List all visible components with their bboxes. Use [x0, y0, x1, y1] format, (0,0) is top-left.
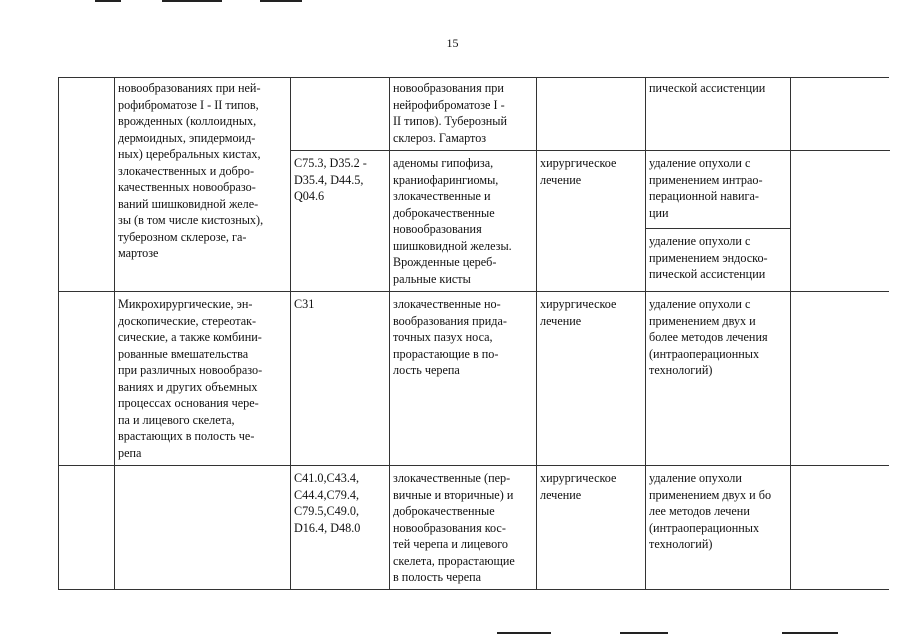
- treatment-type-cell: хирургическое лечение: [540, 156, 617, 187]
- model-cell: злокачественные (пер- вичные и вторичные) и доброкачественные новообразования кос- тей черепа и лицевого скелета, прорастающие в полость черепа: [393, 471, 515, 584]
- treatment-type-cell: хирургическое лечение: [540, 471, 617, 502]
- treatment-type-cell: хирургическое лечение: [540, 297, 617, 328]
- scan-mark: [782, 632, 838, 634]
- method-cell: удаление опухоли с применением интрао- перационной навига- ции: [649, 156, 763, 220]
- method-cell: удаление опухоли с применением эндоско- пической ассистенции: [649, 234, 768, 281]
- scan-mark: [497, 632, 551, 634]
- description-cell: новообразованиях при ней- рофиброматозе I - II типов, врожденных (коллоидных, дермоидных, эпидермоид- ных) церебральных кистах, злокачественных и добро- качественных новообразо- ваний шишковидной желе- зы (в том числе кистозных), туберозном склерозе, га- мартозе: [118, 81, 264, 260]
- scan-mark: [162, 0, 222, 2]
- model-cell: аденомы гипофиза, краниофарингиомы, злокачественные и доброкачественные новообразования шишковидной железы. Врожденные цереб- ральные кисты: [393, 156, 512, 286]
- codes-cell: C41.0,C43.4, C44.4,C79.4, C79.5,C49.0, D16.4, D48.0: [294, 471, 361, 535]
- scan-mark: [95, 0, 121, 2]
- method-cell: удаление опухоли применением двух и бо лее методов лечени (интраоперационных технологий): [649, 471, 772, 551]
- description-cell: Микрохирургические, эн- доскопические, стереотак- сические, а также комбини- рованные вмешательства при различных новообразо- ваниях и других объемных процессах основания чере- па и лицевого скелета, врастающих в полость че- репа: [118, 297, 263, 460]
- model-cell: злокачественные но- вообразования прида- точных пазух носа, прорастающие в по- лость черепа: [393, 297, 507, 377]
- page-number: 15: [446, 36, 459, 50]
- codes-cell: C75.3, D35.2 - D35.4, D44.5, Q04.6: [294, 156, 367, 203]
- method-cell: пической ассистенции: [649, 81, 766, 95]
- codes-cell: C31: [294, 297, 315, 311]
- scan-mark: [260, 0, 302, 2]
- model-cell: новообразования при нейрофиброматозе I - II типов). Туберозный склероз. Гамартоз: [393, 81, 507, 145]
- method-cell: удаление опухоли с применением двух и более методов лечения (интраоперационных технологий): [649, 297, 768, 377]
- scan-mark: [620, 632, 668, 634]
